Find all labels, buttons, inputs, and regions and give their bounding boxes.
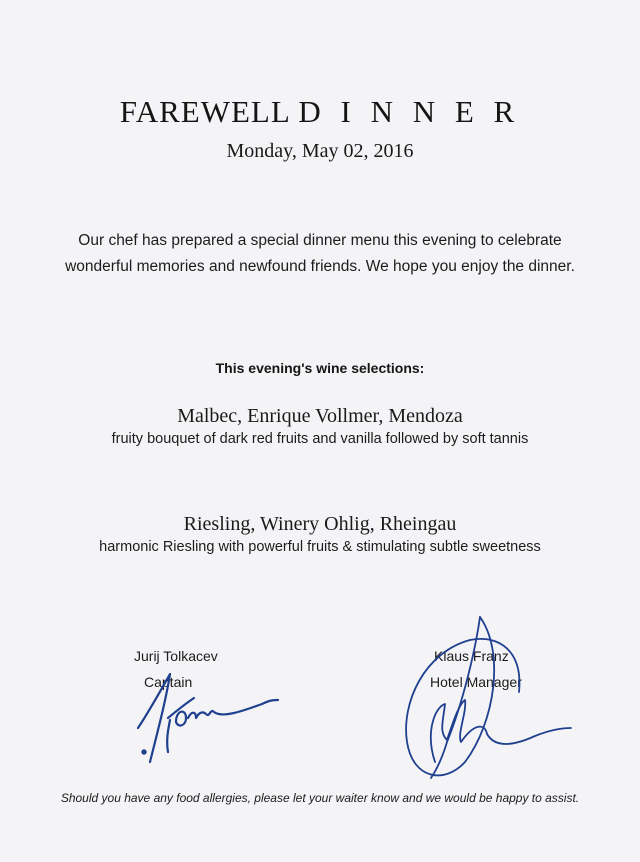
- wine-item: [0, 511, 640, 557]
- wine-selections-heading: This evening's wine selections:: [215, 360, 425, 376]
- signer-role: Captain: [144, 674, 193, 690]
- signer-name: Jurij Tolkacev: [134, 648, 218, 664]
- title-dinner: D I N N E R: [298, 94, 521, 129]
- signer-role: Hotel Manager: [430, 674, 522, 690]
- wine-name: Riesling, Winery Ohlig, Rheingau: [183, 513, 457, 535]
- wine-item: [0, 403, 640, 449]
- allergy-note: Should you have any food allergies, please let your waiter know and we would be happy to assist.: [60, 791, 580, 805]
- signer-name: Klaus Franz: [434, 648, 509, 664]
- manager-signature-icon: [395, 612, 575, 792]
- event-date: Monday, May 02, 2016: [226, 140, 414, 162]
- intro-line-1: Our chef has prepared a special dinner menu this evening to celebrate: [78, 232, 562, 249]
- wine-description: harmonic Riesling with powerful fruits & stimulating subtle sweetness: [99, 539, 541, 555]
- intro-paragraph: [0, 228, 640, 280]
- title-farewell: FAREWELL: [119, 94, 290, 129]
- page-title: [0, 94, 640, 130]
- signer-captain: [134, 643, 218, 695]
- wine-description: fruity bouquet of dark red fruits and vanilla followed by soft tannis: [111, 431, 529, 447]
- wine-name: Malbec, Enrique Vollmer, Mendoza: [177, 405, 463, 427]
- signer-hotel-manager: [430, 643, 522, 695]
- intro-line-2: wonderful memories and newfound friends. We hope you enjoy the dinner.: [65, 258, 575, 275]
